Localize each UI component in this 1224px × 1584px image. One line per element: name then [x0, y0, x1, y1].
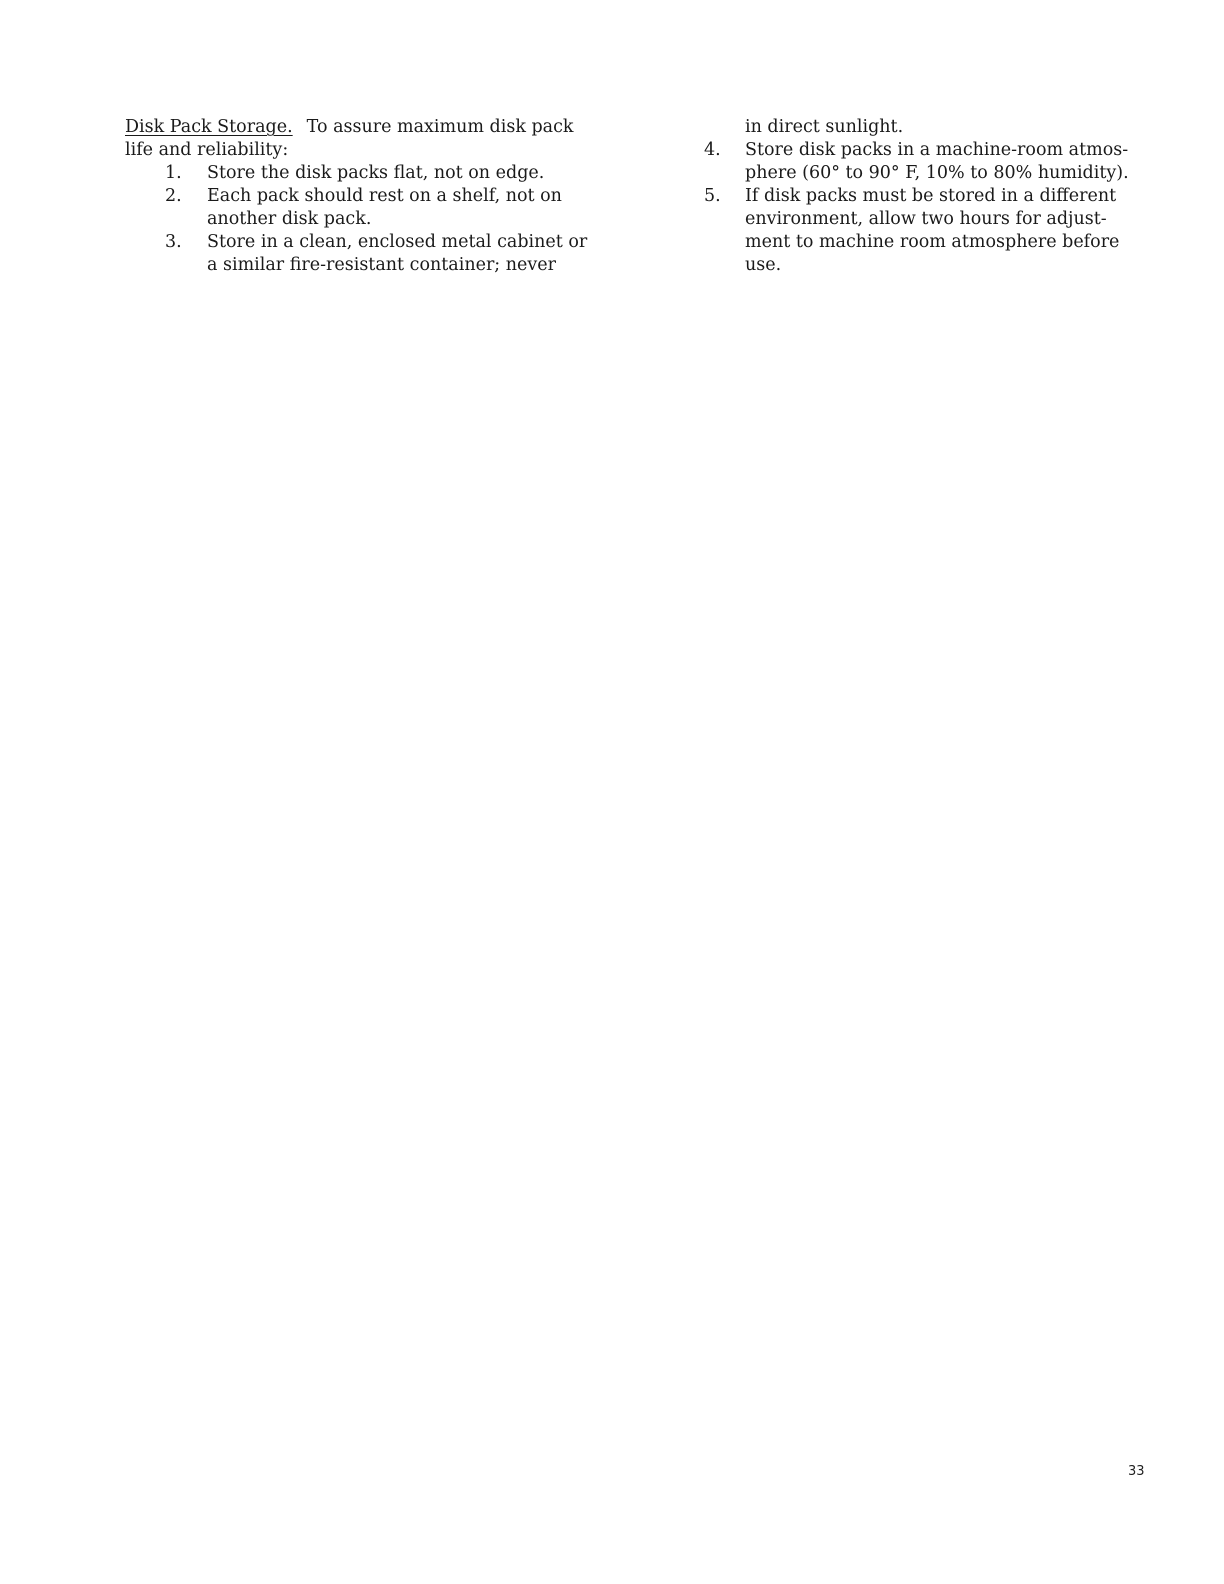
list-item-text: phere (60° to 90° F, 10% to 80% humidity).	[745, 163, 1129, 183]
list-item-text: a similar fire-resistant container; never	[207, 255, 557, 275]
list-item-number: 1.	[165, 163, 182, 183]
list-item-3	[125, 231, 605, 277]
list-item-text: Store disk packs in a machine-room atmos-	[745, 140, 1129, 160]
list-item-text: use.	[745, 255, 782, 275]
list-item-3-continuation: in direct sunlight.	[745, 117, 904, 137]
intro-text-line-1: To assure maximum disk pack	[306, 117, 574, 137]
list-item-text: Store in a clean, enclosed metal cabinet or	[207, 232, 588, 252]
list-item-number: 4.	[704, 140, 721, 160]
page-number: 33	[1128, 1464, 1145, 1479]
list-item-text: If disk packs must be stored in a different	[745, 186, 1117, 206]
section-intro	[125, 116, 605, 139]
intro-text-line-2: life and reliability:	[125, 140, 289, 160]
list-item-text: Each pack should rest on a shelf, not on	[207, 186, 562, 206]
section-heading: Disk Pack Storage.	[125, 117, 293, 137]
list-item-text: Store the disk packs flat, not on edge.	[207, 163, 545, 183]
list-item-number: 5.	[704, 186, 721, 206]
list-item-number: 3.	[165, 232, 182, 252]
right-column	[700, 116, 1150, 277]
list-item-1	[125, 162, 605, 185]
list-item-2	[125, 185, 605, 231]
list-item-4	[700, 139, 1150, 185]
list-item-number: 2.	[165, 186, 182, 206]
list-item-text: another disk pack.	[207, 209, 372, 229]
list-item-text: environment, allow two hours for adjust-	[745, 209, 1107, 229]
list-item-5	[700, 185, 1150, 277]
list-item-text: ment to machine room atmosphere before	[745, 232, 1120, 252]
left-column	[125, 116, 605, 277]
